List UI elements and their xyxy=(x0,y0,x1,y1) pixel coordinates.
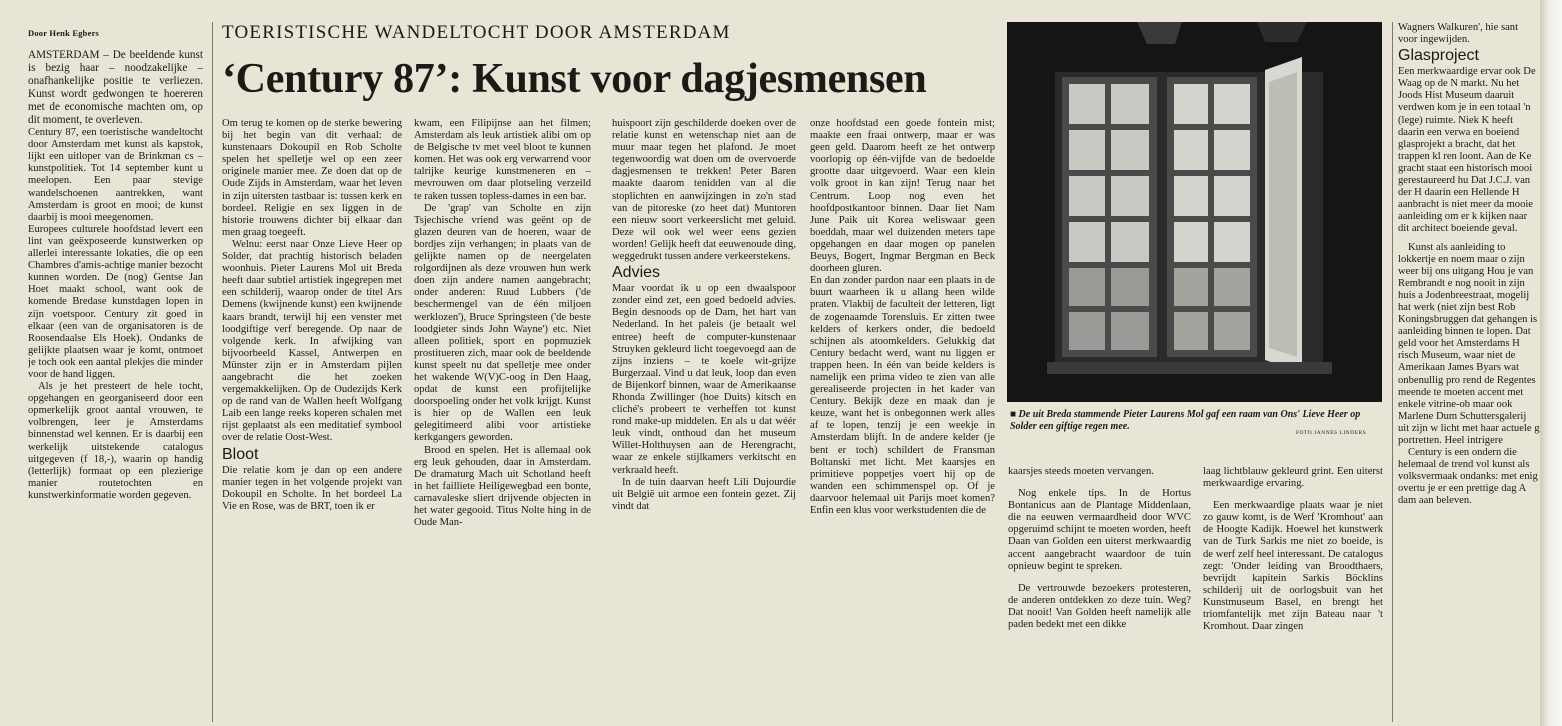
paragraph: Century 87, een toeristische wandeltocht door Amsterdam met kunst als kapstok, lijkt een uitloper van de Brinkman cs – kunstpolitiek. Tot 14 september kunt u meelopen. Een paar stevige wandelschoenen aantrekken, want Amsterdam is groot en mooi; de kunst daarbij is mooi meegenomen. xyxy=(28,127,203,223)
column-rule xyxy=(1392,22,1393,722)
paragraph: Wagners Walkuren', hie sant voor ingewijden. xyxy=(1398,22,1519,46)
column-5 xyxy=(810,118,995,720)
paragraph: Een merkwaardige ervar ook De Waag op de N markt. Nu het Joods Hist Museum daaruit verdwen kom je in een totaal 'n (lege) ruimte. Niek K heeft daarin een verwa en boeiend glasprojekt a bracht, dat het trappen kl ren loont. Aan de Ke gracht staat een historisch mooi gerestaureerd hu Dat J.C.J. van der H daarin een Hellende H aanbracht is niet meer da mooie aanleiding om er k kijken naar dit architect boeiende geval. xyxy=(1398,66,1536,235)
column-8 xyxy=(1398,22,1540,722)
photo-window xyxy=(1007,22,1382,402)
paragraph: Welnu: eerst naar Onze Lieve Heer op Solder, dat prachtig historisch beladen woonhuis. Pieter Laurens Mol uit Breda heeft daar subtiel artistiek ingegrepen met een schilderij, waarop onder de titel Ars Demens (kwijnende kunst) een kwijnende kaars brandt, terwijl hij een venster met loodgiftige verf beregende. Op naar de volgende kerk. In afwijking van bijvoorbeeld Kassel, Antwerpen en Münster zijn er in Amsterdam pijlen aangebracht die het zoeken vergemakkelijken. Op de Oudezijds Kerk op de rand van de Wallen heeft Wolfgang Laib een lange reeks koperen schalen met rijst geplaatst als een meditatief symbool over de relatie Oost-West. xyxy=(222,238,402,444)
paragraph: Century is een ondern die helemaal de trend vol kunst als volksvermaak ondanks: met enig overtu je er een prettige dag A dam aan beleven. xyxy=(1398,447,1538,507)
byline: Door Henk Egbers xyxy=(28,28,100,38)
column-6 xyxy=(1008,466,1191,720)
paragraph: huispoort zijn geschilderde doeken over de relatie kunst en wetenschap niet aan de muur maar tegen het plafond. Je moet tegenwoordig wat doen om de overvoerde dagjesmensen te trekken! Peter Baren maakte daarom tenidden van al die stoplichten en aanwijzingen in zo'n stad van de pitoreske (zo heet dat) Muntoren een nieuw soort verkeerslicht met geluid. Deze wil ook wel weer eens gezien worden! Gelijk heeft dat eeuwenoude ding, weggedrukt tussen andere verkeerstekens. xyxy=(612,118,796,263)
paragraph: Die relatie kom je dan op een andere manier tegen in het volgende projekt van Dokoupil en Scholte. In het bordeel La Vie en Rose, was de BRT, toen ik er xyxy=(222,464,402,512)
paragraph: Brood en spelen. Het is allemaal ook erg leuk gehouden, daar in Amsterdam. De dramaturg Mach uit Schotland heeft in het failliete Heiligewegbad een bonte, carnavaleske sliert drijvende objecten in het water gegooid. Titus Nolte hing in de Oude Man- xyxy=(414,444,591,529)
paragraph: kaarsjes steeds moeten vervangen. xyxy=(1008,466,1154,477)
kicker: TOERISTISCHE WANDELTOCHT DOOR AMSTERDAM xyxy=(222,22,731,43)
subhead-bloot: Bloot xyxy=(222,445,259,463)
paragraph: laag lichtblauw gekleurd grint. Een uiterst merkwaardige ervaring. xyxy=(1203,466,1383,490)
paragraph: Kunst als aanleiding to lokkertje en noem maar o zijn weer bij ons uitgang Hou je van Rembrandt e nog nooit in zijn huis a Jodenbreestraat, mogelij hat werk (niet zijn best Rob Koningsbruggen dat gehangen is aanleiding binnen te lopen. Dat geld voor het Amsterdams H risch Museum, waar niet de Amerikaan James Byars wat onbenullig pro rend de Regentes meende te moeten accent met enkele vitrine-ob maar ook Marlene Dum Schuttersgalerij uit zijn w licht met haar actuele g portretten. Heel intrigere xyxy=(1398,241,1540,446)
paragraph: Maar voordat ik u op een dwaalspoor zonder eind zet, een goed bedoeld advies. Begin desnoods op de Dam, het hart van Nederland. In het paleis (je betaalt wel entree) heeft de computer-kunstenaar Struyken gekleurd licht toegevoegd aan de zijns inziens – te koele wit-grijze Burgerzaal. Vind u dat leuk, loop dan even de Bijenkorf binnen, waar de Amerikaanse Rhonda Zwillinger (hoe Duits) kitsch en cliché's probeert te verheffen tot kunst rond make-up middelen. En als u dat wéér leuk vindt, onthoud dan het museum Willet-Holthuysen aan de Herengracht, waar ze enkele stijlkamers verkitscht en verkraald heeft. xyxy=(612,283,796,476)
headline: ‘Century 87’: Kunst voor dagjesmensen xyxy=(222,56,927,102)
column-4 xyxy=(612,118,796,720)
paragraph: En dan zonder pardon naar een plaats in de buurt waarheen ik u allang heen wilde praten. Vlakbij de faculteit der letteren, ligt de zogenaamde Torensluis. Er zitten twee kelders of kerkers onder, die bedoeld schijnen als atoomkelders. Gelukkig dat Century bedacht werd, want nu liggen er trappen heen. In één van beide kelders is namelijk een prima video te zien van alle gerealiseerde projecten in het kader van Century. Bekijk deze en maak dan je keuze, want het is onbegonnen werk alles af te lopen, tenzij je een weekje in Amsterdam blijft. In de andere kelder (je bent er toch) schildert de Fransman Boltanski met licht. Met kaarsjes en primitieve poppetjes voert hij op de wanden een schimmenspel op. Of je daarvoor helemaal uit Parijs moet komen? Enfin een klus voor werkstudenten die de xyxy=(810,275,995,516)
paragraph: onze hoofdstad een goede fontein mist; maakte een fraai ontwerp, maar er was geen geld. Daarom heeft ze het ontwerp voorlopig op één-vijfde van de bedoelde grootte daar uitgevoerd. Waar een klein volk groot in kan zijn! Terug naar het Centrum. Loop nog even het hoofdpostkantoor binnen. Daar liet Nam June Paik uit Korea weliswaar geen boeddah, maar wel duizenden meters tape opgehangen en daar mogen op panelen Beuys, Bogert, Ingmar Bergman en Beck doorheen gluren. xyxy=(810,118,995,275)
right-window-panel xyxy=(1167,77,1257,357)
column-3 xyxy=(414,118,591,720)
paragraph: Nog enkele tips. In de Hortus Bontanicus aan de Plantage Middenlaan, die na eeuwen vermaardheid door WVC opgeruimd schijnt te moeten worden, heeft Daan van Golden een uiterst merkwaardig accent aangebracht waardoor de tuin opnieuw begint te spreken. xyxy=(1008,488,1191,572)
paragraph: kwam, een Filipijnse aan het filmen; Amsterdam als leuk artistiek alibi om op de Belgische tv met veel bloot te kunnen komen. Het was ook erg verwarrend voor talrijke keurige kunstmeneren en – mevrouwen om daar plotseling verzeild te raken tussen topless-dames in een bar. xyxy=(414,118,591,202)
left-window-panel xyxy=(1062,77,1157,357)
paragraph: De 'grap' van Scholte en zijn Tsjechische vriend was geënt op de glazen deuren van de hoeren, waar de bordjes zijn verhangen; in plaats van de gelijkte namen op de neergelaten rolgordijnen als deze vrouwen hun werk doen zijn andere namen aangebracht; onder anderen: Ruud Lubbers ('de beschermengel van de één miljoen werklozen'), Bruce Springsteen ('de beste loodgieter sinds John Wayne') etc. Niet alleen politiek, sport en popmuziek prostitueren zich, maar ook de beeldende kunst speelt nu dat spelletje mee onder het wakende W(V)C-oog in Den Haag, opdat de kunst een profijtelijke doorspoeling onder het volk krijgt. Kunst is hier op de Wallen een leuk gelegitimeerd alibi voor artistieke kerkgangers geworden. xyxy=(414,202,591,444)
column-rule xyxy=(212,22,213,722)
subhead-advies: Advies xyxy=(612,264,661,282)
column-1 xyxy=(28,27,203,719)
paragraph: Als je het presteert de hele tocht, opgehangen en georganiseerd door een opmerkelijk groot aantal vrouwen, te volbrengen, leer je Amsterdams binnenstad wel kennen. Er is daarbij een werkelijk uitstekende catalogus uitgegeven (f 18,-), waarin op handig (letterlijk) formaat op een plezierige manier routetochten en kunstwerkinformatie worden gegeven. xyxy=(28,381,203,501)
paragraph: De vertrouwde bezoekers protesteren, de anderen ontdekken zo deze tuin. Weg? Dat nooit! Van Golden heeft namelijk alle paden bedekt met een dikke xyxy=(1008,582,1191,631)
caption-bullet: ■ xyxy=(1010,409,1019,420)
photo-credit: FOTO JANNES LINDERS xyxy=(1296,430,1367,436)
subhead-glasproject: Glasproject xyxy=(1398,47,1479,65)
window-photo-illustration xyxy=(1007,22,1382,402)
page-edge xyxy=(1540,0,1562,726)
paragraph: In de tuin daarvan heeft Lili Dujourdie uit België uit armoe een fontein gezet. Zij vindt dat xyxy=(612,476,796,512)
column-2 xyxy=(222,118,402,720)
lead-paragraph: AMSTERDAM – De beeldende kunst is bezig haar – noodzakelijke – onafhankelijke positie te verliezen. Kunst wordt gedwongen te hoereren met de economische machten om, op dit moment, te overleven. xyxy=(28,49,203,127)
paragraph: Om terug te komen op de sterke bewering bij het begin van dit verhaal: de kunstenaars Dokoupil en Rob Scholte spelen het spelletje wel op een zeer originele manier mee. Ze doen dat op de Oude Zijds in Amsterdam, waar het leven in zijn uitersten tastbaar is: tussen kerk en bordeel. Religie en sex liggen in de historie trouwens dichter bij elkaar dan men graag toegeeft. xyxy=(222,118,402,238)
column-7 xyxy=(1203,466,1383,720)
caption-text: De uit Breda stammende Pieter Laurens Mol gaf een raam van Ons' Lieve Heer op Solder een giftige regen mee. xyxy=(1010,409,1361,432)
paragraph: Een merkwaardige plaats waar je niet zo gauw komt, is de Werf 'Kromhout' aan de Hoogte Kadijk. Hoewel het kunstwerk van de Turk Sarkis me niet zo boeide, is de werf zelf heel interessant. De catalogus zegt: 'Onder leiding van Broodthaers, bevrijdt kapitein Sarkis Böcklins schilderij uit de oorlogsbuit van het Kunstmuseum Basel, en brengt het triomfantelijk met zijn Bateau naar 't Kromhout. Daar zingen xyxy=(1203,500,1383,633)
paragraph: Europees culturele hoofdstad levert een lint van geëxposeerde kunstwerken op allerlei interessante lokaties, die op een Chambres d'amis-achtige manier bezocht kunnen worden. De (nog) Gentse Jan Hoet maakt school, want ook de komende Bredase kunstdagen lopen in zijn voetspoor. Century zit goed in elkaar (een van de organisatoren is de Roosendaalse Els Hoek). Ondanks de gelijkte plaatsen waar je komt, ontmoet je toch ook een aantal plekjes die minder voor de hand liggen. xyxy=(28,223,203,380)
